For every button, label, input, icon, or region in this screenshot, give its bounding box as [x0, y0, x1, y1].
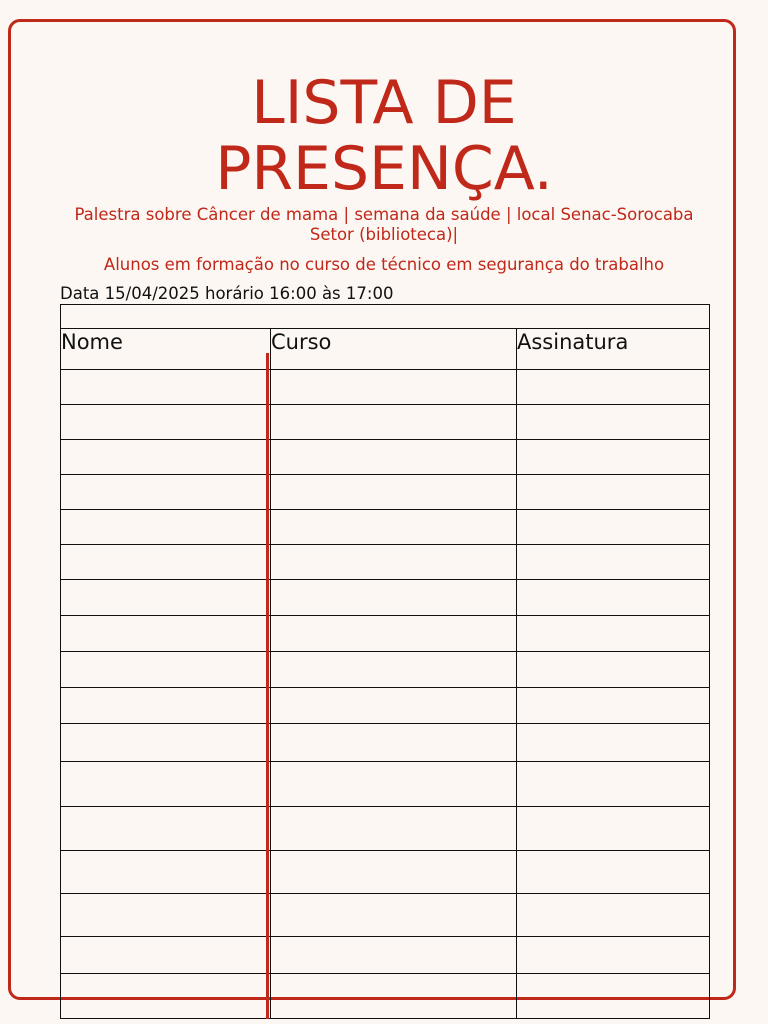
- title-line-1: LISTA DE: [251, 68, 517, 138]
- red-margin-line: [266, 353, 269, 1019]
- table-row-line: [61, 651, 709, 652]
- table-row-line: [61, 806, 709, 807]
- table-row-line: [61, 439, 709, 440]
- table-row-line: [61, 687, 709, 688]
- table-row-line: [61, 579, 709, 580]
- table-row-line: [61, 893, 709, 894]
- column-divider-2: [516, 328, 517, 1019]
- table-row-line: [61, 474, 709, 475]
- attendance-table: [60, 304, 710, 1019]
- event-subtitle: Palestra sobre Câncer de mama | semana da saúde | local Senac-Sorocaba Setor (biblioteca)|: [74, 205, 694, 244]
- date-time-line: Data 15/04/2025 horário 16:00 às 17:00: [60, 284, 394, 303]
- column-header-curso: Curso: [271, 330, 332, 354]
- table-row-line: [61, 544, 709, 545]
- table-row-line: [61, 973, 709, 974]
- table-row-line: [61, 615, 709, 616]
- table-row-line: [61, 850, 709, 851]
- page-title: [0, 70, 768, 202]
- table-row-line: [61, 509, 709, 510]
- title-line-2: PRESENÇA.: [215, 134, 553, 204]
- table-row-line: [61, 723, 709, 724]
- column-header-nome: Nome: [61, 330, 123, 354]
- table-row-line: [61, 404, 709, 405]
- table-row-line: [61, 936, 709, 937]
- table-row-line: [61, 369, 709, 370]
- table-row-line: [61, 761, 709, 762]
- column-header-assinatura: Assinatura: [517, 330, 629, 354]
- audience-line: Alunos em formação no curso de técnico em segurança do trabalho: [103, 255, 665, 274]
- column-divider-1: [270, 328, 271, 1019]
